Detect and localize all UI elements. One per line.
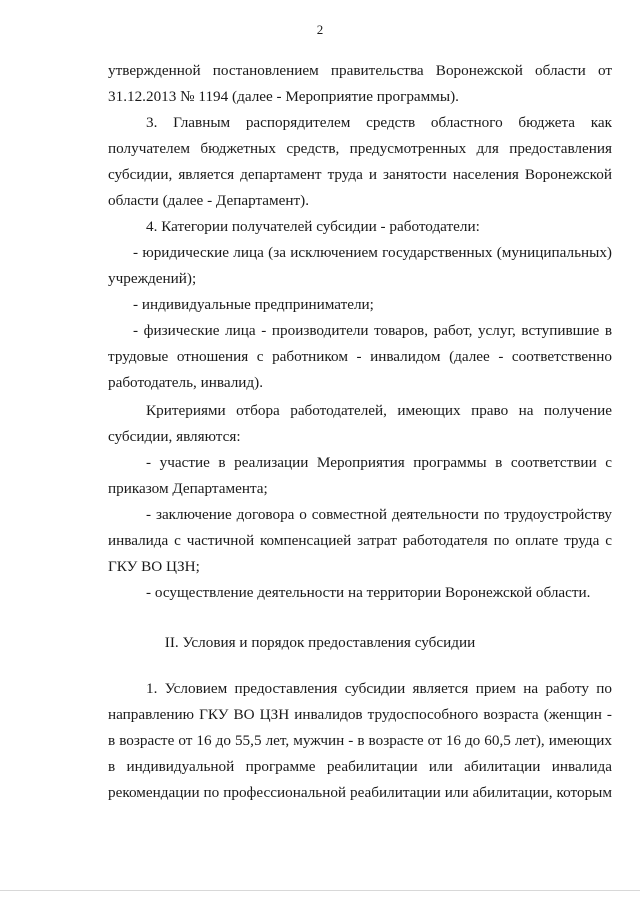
page-number: 2 (316, 22, 324, 37)
text-line: рекомендации по профессиональной реабилитации или абилитации, которым (108, 784, 612, 801)
text-line: субсидии, являются: (108, 428, 241, 445)
text-line: приказом Департамента; (108, 480, 268, 497)
list-item-legal-entities: - юридические лица (за исключением государственных (муниципальных) (133, 244, 612, 261)
text-line: в индивидуальной программе реабилитации или абилитации инвалида (108, 758, 612, 775)
list-item-individuals: - физические лица - производители товаров, работ, услуг, вступившие в (133, 322, 612, 339)
criteria-item-agreement: - заключение договора о совместной деятельности по трудоустройству (146, 506, 612, 523)
text-line: получателем бюджетных средств, предусмотренных для предоставления (108, 140, 612, 157)
page-bottom-edge (0, 890, 640, 891)
text-line: области (далее - Департамент). (108, 192, 310, 209)
criteria-paragraph-start: Критериями отбора работодателей, имеющих право на получение (146, 402, 612, 419)
list-item-entrepreneurs: - индивидуальные предприниматели; (133, 296, 374, 313)
text-line: субсидии, является департамент труда и занятости населения Воронежской (108, 166, 612, 183)
paragraph-3-start: 3. Главным распорядителем средств областного бюджета как (146, 114, 612, 131)
text-line: учреждений); (108, 270, 197, 287)
text-line: в возрасте от 16 до 55,5 лет, мужчин - в возрасте от 16 до 60,5 лет), имеющих (108, 732, 612, 749)
text-line: утвержденной постановлением правительства Воронежской области от (108, 62, 612, 79)
text-line: направлению ГКУ ВО ЦЗН инвалидов трудоспособного возраста (женщин - (108, 706, 612, 723)
section-paragraph-start: 1. Условием предоставления субсидии является прием на работу по (146, 680, 612, 697)
text-line: ГКУ ВО ЦЗН; (108, 558, 200, 575)
paragraph-4-start: 4. Категории получателей субсидии - работодатели: (146, 218, 480, 235)
section-heading: II. Условия и порядок предоставления субсидии (164, 634, 476, 651)
text-line: инвалида с частичной компенсацией затрат работодателя по оплате труда с (108, 532, 612, 549)
criteria-item-participation: - участие в реализации Мероприятия программы в соответствии с (146, 454, 612, 471)
criteria-item-territory: - осуществление деятельности на территории Воронежской области. (146, 584, 591, 601)
text-line: 31.12.2013 № 1194 (далее - Мероприятие программы). (108, 88, 459, 105)
text-line: работодатель, инвалид). (108, 374, 263, 391)
text-line: трудовые отношения с работником - инвалидом (далее - соответственно (108, 348, 612, 365)
